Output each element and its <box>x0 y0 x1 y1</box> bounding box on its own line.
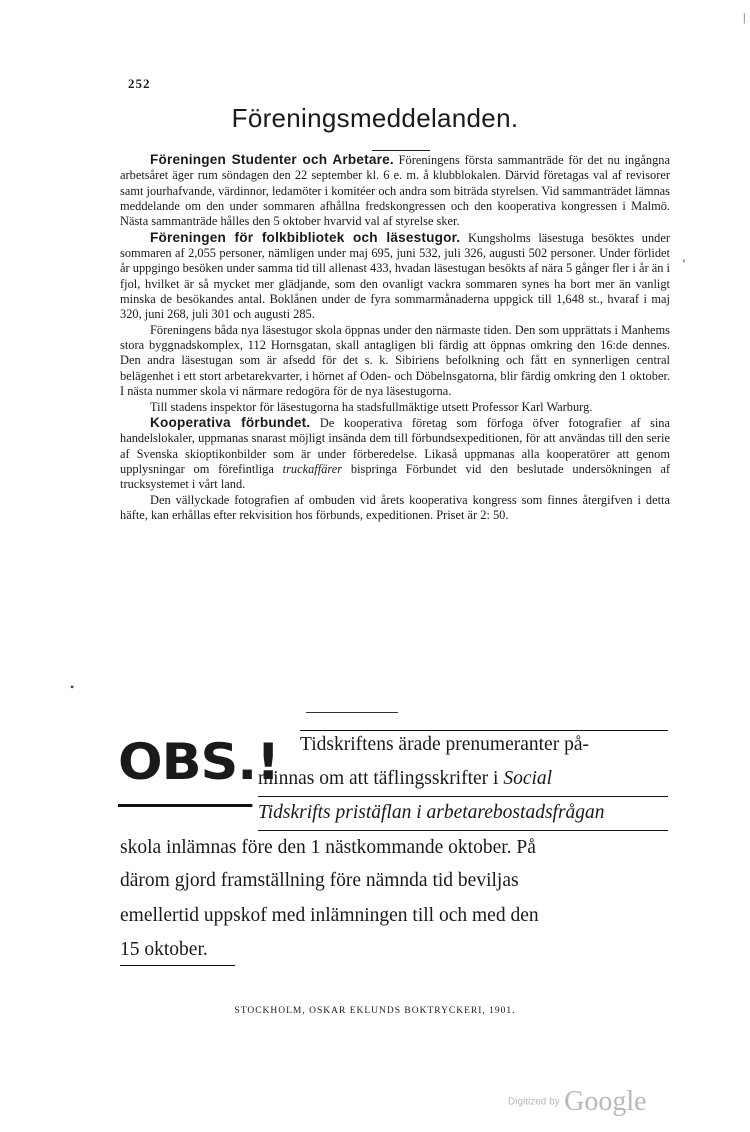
notice-line: Tidskriftens ärade prenumeranter på- <box>300 734 589 755</box>
paragraph-text: Föreningens första sammanträde för det nu ingångna arbetsåret äger rum söndagen den 22 september kl. 6 e. m. å klubblokalen. Därvid företagas val af revisorer samt jourhafvande, värdinnor, ledamöter i komitéer och andra som biträda styrelsen. Vid sammanträdet lämnas meddelande om den under sommaren afhållna fredskongressen och den kooperativa kongressen i Malmö. Nästa sammanträde hålles den 5 oktober hvarvid val af styrelse sker. <box>120 153 670 229</box>
digitized-watermark <box>508 1086 647 1118</box>
notice-line <box>258 767 552 791</box>
notice-rule <box>120 965 235 966</box>
article-body <box>120 152 670 523</box>
notice-text-italic: Social <box>503 768 553 789</box>
watermark-prefix: Digitized by <box>508 1096 560 1108</box>
notice-rule <box>258 796 668 797</box>
section-studenter-arbetare <box>120 152 670 230</box>
notice-line: därom gjord framställning före nämnda tid beviljas <box>120 870 519 891</box>
notice-line: 15 oktober. <box>120 939 208 960</box>
paragraph: Föreningens båda nya läsestugor skola öppnas under den närmaste tiden. Den som upprättats i Manhems stora byggnadskomplex, 112 Hornsgatan, skall antagligen bli färdig att öppnas omkring den 16:de dennes. Den andra läsestugan som är afsedd för det s. k. Sibiriens befolkning och fått en synnerligen central belägenhet i ett stort arbetarekvarter, i hörnet af Oden- och Döbelnsgatorna, blir färdig omkring den 1 oktober. I nästa nummer skola vi närmare redogöra för de nya läsestugorna. <box>120 322 670 399</box>
obs-mark-text: OBS.! <box>118 733 280 791</box>
separator-rule <box>306 712 398 713</box>
paragraph-text: Kungsholms läsestuga besöktes under sommaren af 2,055 personer, nämligen under maj 695, juni 532, juli 326, augusti 502 personer. Under förlidet år uppgingo besöken under samma tid till allenast 433, hvadan läsestugan besökts af nära 5 gånger fler i år än i fjol, hvilket är så mycket mer glädjande, som den ovanligt vackra sommaren synes ha bort mer än vanligt minska de besökandes antal. Boklånen under de fyra sommarmånaderna uppgick till 1,648 st., hvaraf i maj 320, juni 268, juli 301 och augusti 285. <box>120 230 670 322</box>
notice-text: minnas om att täflingsskrifter i <box>258 768 504 789</box>
paragraph-text-italic: truckaffärer <box>282 461 343 476</box>
notice-line: emellertid uppskof med inlämningen till och med den <box>120 905 539 926</box>
section-folkbibliotek <box>120 230 670 323</box>
margin-mark: ‘ <box>682 256 686 270</box>
page-title: Föreningsmeddelanden. <box>231 103 519 133</box>
printer-imprint: STOCKHOLM, OSKAR EKLUNDS BOKTRYCKERI, 1901. <box>234 1006 516 1016</box>
title-rule <box>372 150 430 151</box>
section-heading: Föreningen för folkbibliotek och läsestugor. <box>150 229 461 245</box>
paragraph: Till stadens inspektor för läsestugorna ha stadsfullmäktige utsett Professor Karl Warburg. <box>150 399 593 414</box>
paragraph-text: bispringa Förbundet vid den beslutade undersökningen af trucksystemet i vårt land. <box>120 461 670 492</box>
page-number: 252 <box>128 76 151 91</box>
paragraph: Den vällyckade fotografien af ombuden vid årets kooperativa kongress som finnes återgifven i detta häfte, kan erhållas efter rekvisition hos förbunds, expeditionen. Priset är 2: 50. <box>120 492 670 522</box>
section-heading: Föreningen Studenter och Arbetare. <box>150 152 394 167</box>
margin-dot: • <box>70 680 75 694</box>
paragraph-text: De kooperativa företag som förfoga öfver fotografier af sina handelslokaler, uppmanas snarast möjligt insända dem till förbundsexpeditionen, för att användas till den serie af Svenska skioptikonbilder som är under förberedelse. Likaså uppmanas alla kooperatörer att genom upplysningar om förefintliga <box>120 415 670 476</box>
notice-line: skola inlämnas före den 1 nästkommande oktober. På <box>120 837 536 858</box>
obs-underline <box>118 804 252 807</box>
edge-mark: | <box>743 10 746 24</box>
notice-line: Tidskrifts pristäflan i arbetarebostadsfrågan <box>258 802 605 823</box>
google-logo: Google <box>564 1086 647 1117</box>
notice-rule <box>258 830 668 831</box>
notice-rule <box>300 730 668 731</box>
section-kooperativa <box>120 415 670 493</box>
obs-mark <box>118 722 280 808</box>
section-heading: Kooperativa förbundet. <box>150 414 311 430</box>
